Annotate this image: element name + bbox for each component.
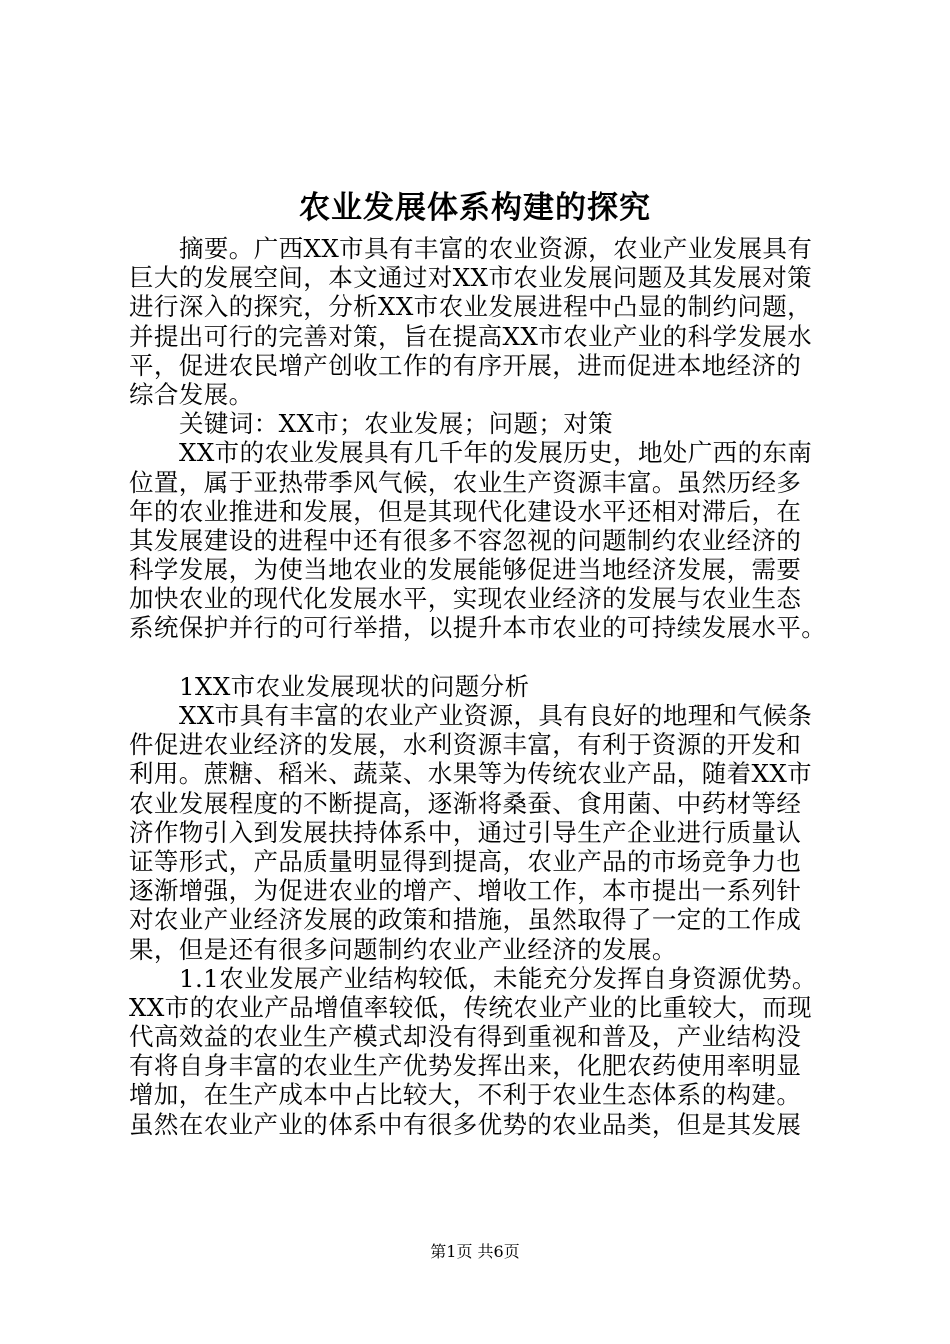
paragraph-line: XX市的农业产品增值率较低，传统农业产业的比重较大，而现 [129, 992, 813, 1022]
page-footer: 第1页 共6页 [430, 1242, 520, 1261]
abstract-line: 摘要。广西XX市具有丰富的农业资源，农业产业发展具有 [179, 234, 813, 263]
blank-line [129, 643, 839, 672]
paragraph-line: 对农业产业经济发展的政策和措施，虽然取得了一定的工作成 [129, 905, 802, 935]
paragraph-line: 年的农业推进和发展，但是其现代化建设水平还相对滞后，在 [129, 496, 802, 526]
subsection-line: 1.1农业发展产业结构较低，未能充分发挥自身资源优势。 [179, 963, 817, 993]
paragraph-line: 证等形式，产品质量明显得到提高，农业产品的市场竞争力也 [129, 846, 802, 876]
paragraph-line: XX市的农业发展具有几千年的发展历史，地处广西的东南 [179, 438, 813, 468]
paragraph-line: 加快农业的现代化发展水平，实现农业经济的发展与农业生态 [129, 584, 802, 614]
document-title: 农业发展体系构建的探究 [299, 190, 651, 226]
paragraph-line: 其发展建设的进程中还有很多不容忽视的问题制约农业经济的 [129, 525, 802, 555]
paragraph-line: 代高效益的农业生产模式却没有得到重视和普及，产业结构没 [129, 1022, 802, 1052]
paragraph-line: 科学发展，为使当地农业的发展能够促进当地经济发展，需要 [129, 555, 802, 585]
abstract-line: 平，促进农民增产创收工作的有序开展，进而促进本地经济的 [129, 350, 802, 380]
paragraph-line: 农业发展程度的不断提高，逐渐将桑蚕、食用菌、中药材等经 [129, 788, 802, 818]
section-heading: 1XX市农业发展现状的问题分析 [179, 671, 530, 701]
paragraph-line: 位置，属于亚热带季风气候，农业生产资源丰富。虽然历经多 [129, 467, 802, 497]
paragraph-line: 有将自身丰富的农业生产优势发挥出来，化肥农药使用率明显 [129, 1051, 802, 1081]
abstract-line: 巨大的发展空间，本文通过对XX市农业发展问题及其发展对策 [129, 263, 813, 293]
paragraph-line: 件促进农业经济的发展，水利资源丰富，有利于资源的开发和 [129, 730, 802, 760]
paragraph-line: XX市具有丰富的农业产业资源，具有良好的地理和气候条 [179, 701, 813, 730]
keywords-line: 关键词：XX市；农业发展；问题；对策 [179, 409, 614, 439]
paragraph-line: 逐渐增强，为促进农业的增产、增收工作，本市提出一系列针 [129, 876, 802, 906]
abstract-line: 并提出可行的完善对策，旨在提高XX市农业产业的科学发展水 [129, 321, 813, 351]
paragraph-line: 果，但是还有很多问题制约农业产业经济的发展。 [129, 934, 677, 964]
document-body [129, 234, 839, 1139]
abstract-line: 综合发展。 [129, 379, 254, 409]
abstract-line: 进行深入的探究，分析XX市农业发展进程中凸显的制约问题， [129, 292, 813, 322]
paragraph-line: 增加，在生产成本中占比较大，不利于农业生态体系的构建。 [129, 1080, 802, 1110]
paragraph-line: 济作物引入到发展扶持体系中，通过引导生产企业进行质量认 [129, 817, 802, 847]
paragraph-line: 利用。蔗糖、稻米、蔬菜、水果等为传统农业产品，随着XX市 [129, 759, 813, 789]
paragraph-line: 系统保护并行的可行举措，以提升本市农业的可持续发展水平。 [129, 613, 827, 643]
paragraph-line: 虽然在农业产业的体系中有很多优势的农业品类，但是其发展 [129, 1109, 802, 1139]
